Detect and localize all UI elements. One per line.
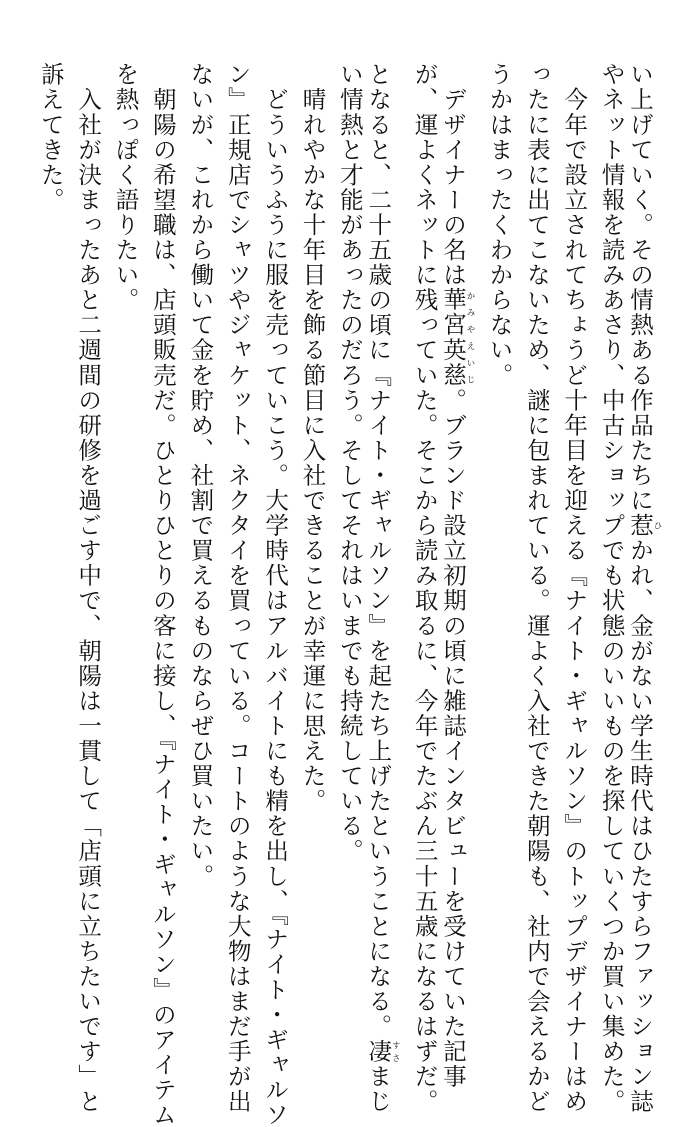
text-line: ン』正規店でシャツやジャケット、ネクタイを買っている。コートのような大物はまだ手が出 bbox=[223, 62, 252, 1115]
text-line: デザイナーの名は華宮英慈かみやえいじ。ブランド設立初期の頃に雑誌インタビューを受けていた記事 bbox=[439, 62, 476, 1090]
text-line: 今年で設立されてちょうど十年目を迎える『ナイト・ギャルソン』のトップデザイナーはめ bbox=[560, 62, 589, 1115]
text-line: となると、二十五歳の頃に『ナイト・ギャルソン』を起たち上げたということになる。凄すさまじ bbox=[364, 62, 401, 1115]
text-line: 入社が決まったあと二週間の研修を過ごす中で、朝陽は一貫して「店頭に立ちたいです」と bbox=[74, 62, 103, 1115]
vertical-text-block bbox=[36, 62, 662, 1127]
furigana-reading: ひ bbox=[652, 512, 662, 538]
text-line: 晴れやかな十年目を飾る節目に入社できることが幸運に思えた。 bbox=[298, 62, 327, 814]
text-line: やネット情報を読みあさり、中古ショップでも状態のいいものを探していくつか買い集めた。 bbox=[597, 62, 626, 1115]
text-line: ないが、これから働いて金を貯め、社割で買えるものならぜひ買いたい。 bbox=[186, 62, 215, 889]
text-line: 訴えてきた。 bbox=[36, 62, 65, 213]
text-line: が、運よくネットに残っていた。そこから読み取るに、今年でたぶん三十五歳になるはずだ。 bbox=[410, 62, 439, 1115]
furigana-reading: かみやえいじ bbox=[465, 287, 476, 388]
text-line: を熱っぽく語りたい。 bbox=[111, 62, 140, 313]
furigana: 華宮英慈かみやえいじ bbox=[439, 287, 476, 388]
text-line: どういうふうに服を売っていこう。大学時代はアルバイトにも精を出し、『ナイト・ギャルソ bbox=[261, 62, 290, 1127]
furigana: 惹ひ bbox=[626, 512, 662, 538]
furigana-reading: すさ bbox=[390, 1038, 401, 1065]
text-line: うかはまったくわからない。 bbox=[485, 62, 514, 388]
text-line: い上げていく。その情熱ある作品たちに惹ひかれ、金がない学生時代はひたすらファッション誌 bbox=[626, 62, 662, 1115]
text-line: 朝陽の希望職は、店頭販売だ。ひとりひとりの客に接し、『ナイト・ギャルソン』のアイテム bbox=[148, 62, 177, 1127]
text-line: ったに表に出てこないため、謎に包まれている。運よく入社できた朝陽も、社内で会えるかど bbox=[522, 62, 551, 1115]
text-line: い情熱と才能があったのだろう。そしてそれはいまでも持続している。 bbox=[335, 62, 364, 864]
furigana: 凄すさ bbox=[364, 1038, 401, 1065]
